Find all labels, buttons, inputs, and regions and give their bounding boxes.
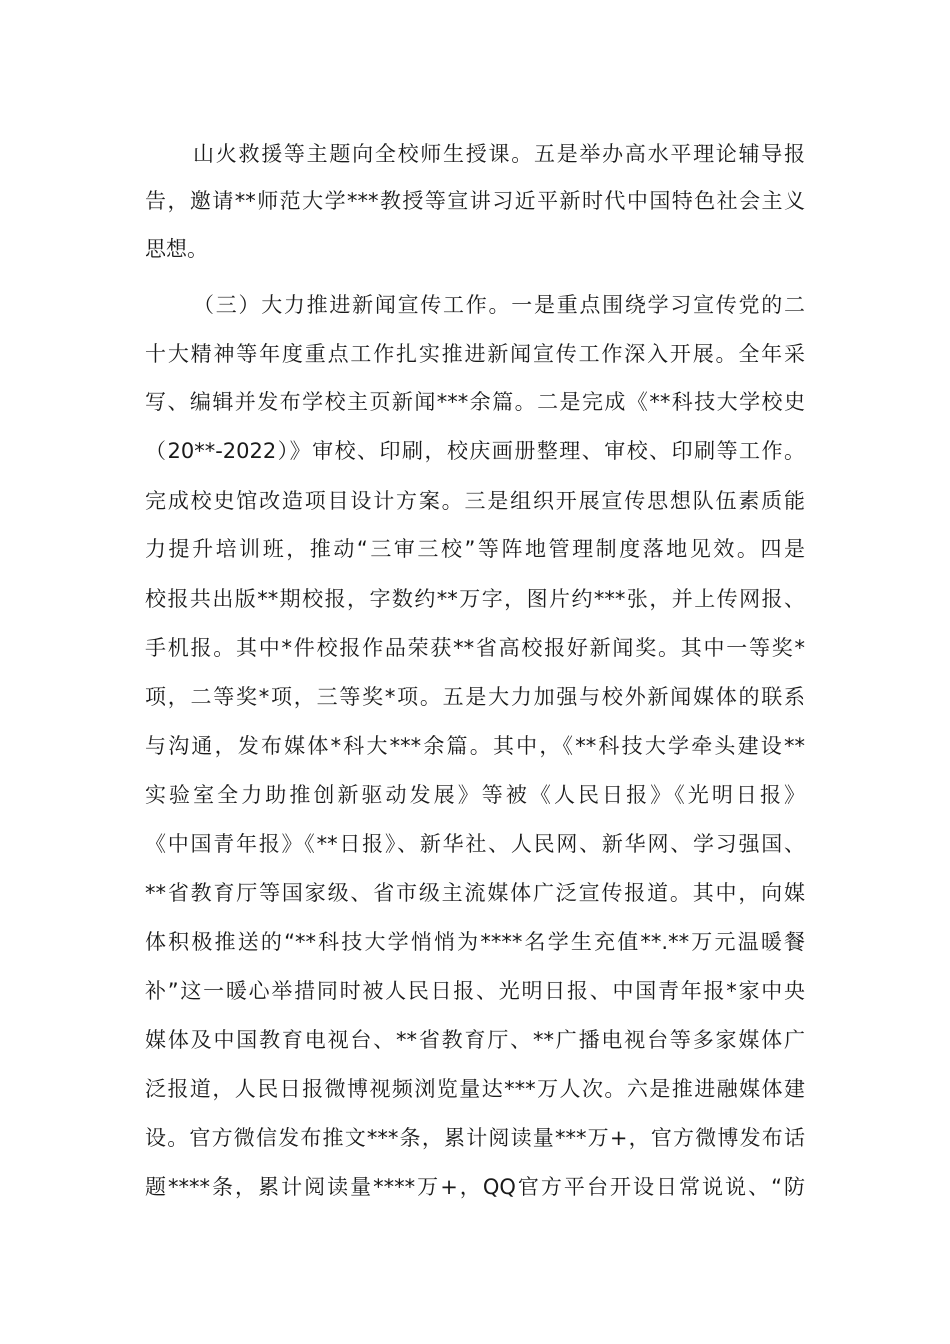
paragraph-2-line-11: 实验室全力助推创新驱动发展》等被《人民日报》《光明日报》 — [145, 783, 805, 807]
paragraph-2-line-3: 写、编辑并发布学校主页新闻***余篇。二是完成《**科技大学校史 — [145, 390, 805, 414]
paragraph-2-line-14: 体积极推送的“**科技大学悄悄为****名学生充值**.**万元温暖餐 — [145, 930, 805, 954]
paragraph-2-line-4: （20**-2022）》审校、印刷，校庆画册整理、审校、印刷等工作。 — [145, 439, 805, 463]
paragraph-2-line-8: 手机报。其中*件校报作品荣获**省高校报好新闻奖。其中一等奖* — [145, 636, 805, 660]
paragraph-1-line-1: 山火救援等主题向全校师生授课。五是举办高水平理论辅导报 — [193, 142, 805, 166]
paragraph-2-line-18: 设。官方微信发布推文***条，累计阅读量***万+，官方微博发布话 — [145, 1126, 805, 1150]
paragraph-2-line-13: **省教育厅等国家级、省市级主流媒体广泛宣传报道。其中，向媒 — [145, 881, 805, 905]
paragraph-2-line-10: 与沟通，发布媒体*科大***余篇。其中，《**科技大学牵头建设** — [145, 734, 805, 758]
paragraph-2-line-19: 题****条，累计阅读量****万+，QQ官方平台开设日常说说、“防 — [145, 1175, 805, 1199]
paragraph-2-line-12: 《中国青年报》《**日报》、新华社、人民网、新华网、学习强国、 — [145, 832, 805, 856]
paragraph-2-line-16: 媒体及中国教育电视台、**省教育厅、**广播电视台等多家媒体广 — [145, 1028, 805, 1052]
paragraph-2-line-17: 泛报道，人民日报微博视频浏览量达***万人次。六是推进融媒体建 — [145, 1077, 805, 1101]
paragraph-1-line-3: 思想。 — [145, 237, 208, 261]
paragraph-2-line-2: 十大精神等年度重点工作扎实推进新闻宣传工作深入开展。全年采 — [145, 342, 805, 366]
paragraph-1-line-2: 告，邀请**师范大学***教授等宣讲习近平新时代中国特色社会主义 — [145, 189, 805, 213]
paragraph-2-line-15: 补”这一暖心举措同时被人民日报、光明日报、中国青年报*家中央 — [145, 979, 805, 1003]
paragraph-2-line-6: 力提升培训班，推动“三审三校”等阵地管理制度落地见效。四是 — [145, 537, 805, 561]
paragraph-2-line-9: 项，二等奖*项，三等奖*项。五是大力加强与校外新闻媒体的联系 — [145, 685, 805, 709]
paragraph-2-line-7: 校报共出版**期校报，字数约**万字，图片约***张，并上传网报、 — [145, 587, 805, 611]
paragraph-2-line-1: （三）大力推进新闻宣传工作。一是重点围绕学习宣传党的二 — [193, 293, 805, 317]
paragraph-2-line-5: 完成校史馆改造项目设计方案。三是组织开展宣传思想队伍素质能 — [145, 489, 805, 513]
